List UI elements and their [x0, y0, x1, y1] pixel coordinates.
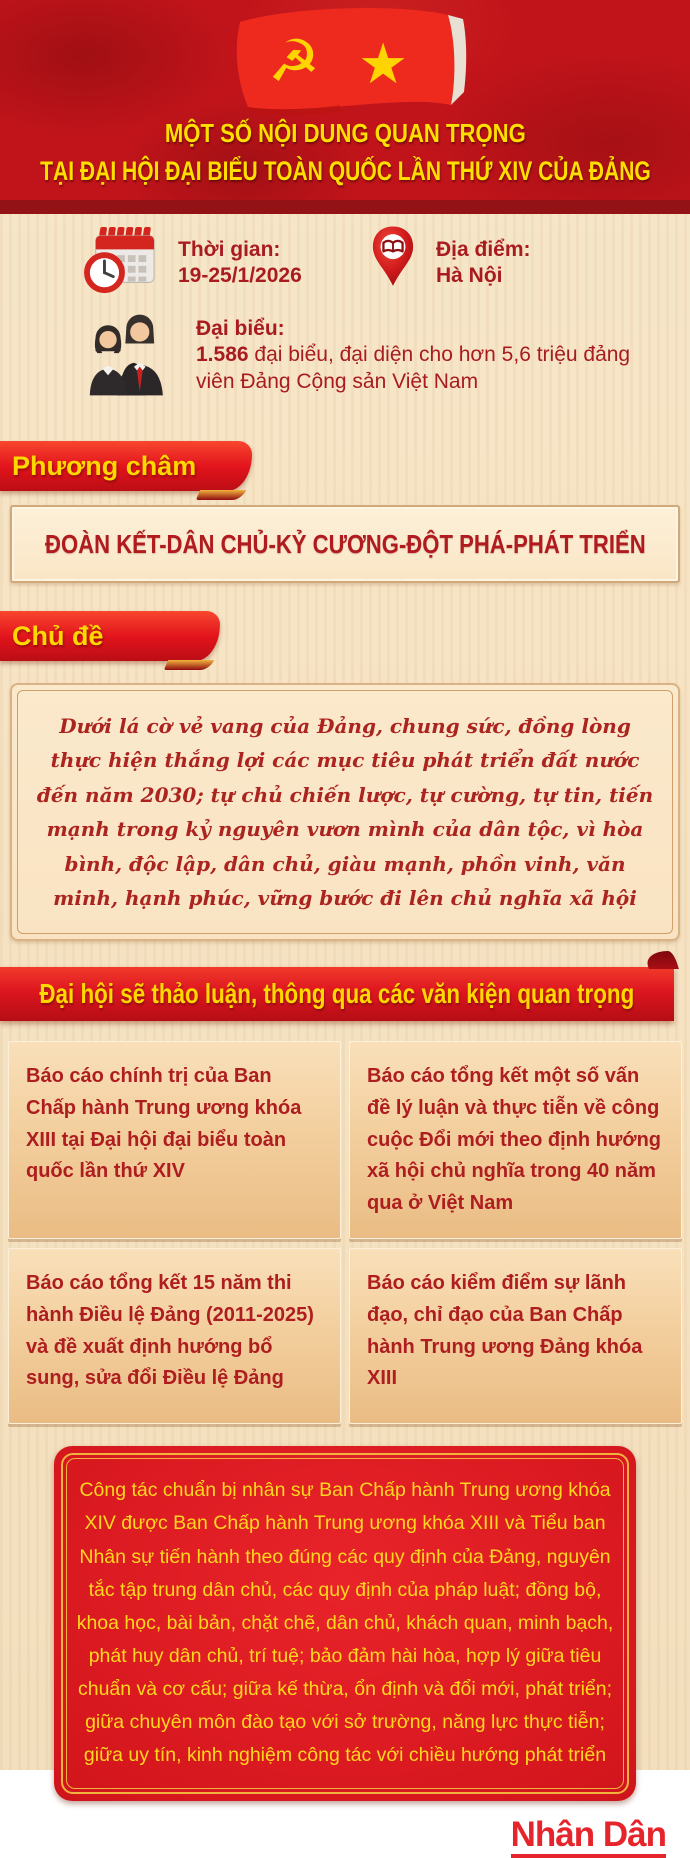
- header-banner: [0, 0, 690, 214]
- documents-banner: [0, 967, 674, 1021]
- location-value: Hà Nội: [436, 264, 503, 287]
- document-card-3: [8, 1248, 341, 1424]
- map-pin-icon: [370, 224, 416, 303]
- document-card-4: [349, 1248, 682, 1424]
- nhandan-logo: Nhân Dân: [511, 1817, 666, 1858]
- time-value: 19-25/1/2026: [178, 264, 302, 287]
- motto-text: ĐOÀN KẾT-DÂN CHỦ-KỶ CƯƠNG-ĐỘT PHÁ-PHÁT TRIỂN: [44, 528, 646, 559]
- page-title-line2: TẠI ĐẠI HỘI ĐẠI BIỂU TOÀN QUỐC LẦN THỨ XIV CỦA ĐẢNG: [39, 156, 651, 186]
- time-label: Thời gian:: [178, 237, 281, 261]
- event-info: [0, 214, 690, 401]
- document-card-text: Báo cáo kiểm điểm sự lãnh đạo, chỉ đạo của Ban Chấp hành Trung ương Đảng khóa XIII: [367, 1272, 643, 1390]
- location-info: [370, 224, 531, 303]
- document-card-1: [8, 1041, 341, 1239]
- delegates-value: [196, 342, 666, 395]
- delegates-icon: [84, 316, 184, 401]
- calendar-clock-icon: [84, 226, 158, 301]
- time-info: [84, 226, 370, 301]
- motto-ribbon-label: Phương châm: [12, 450, 197, 481]
- personnel-box: [54, 1446, 636, 1800]
- documents-banner-label: Đại hội sẽ thảo luận, thông qua các văn kiện quan trọng: [39, 978, 635, 1010]
- delegates-count: 1.586: [196, 343, 249, 367]
- personnel-frame: [61, 1453, 629, 1793]
- delegates-label: Đại biểu:: [196, 317, 285, 340]
- personnel-text: Công tác chuẩn bị nhân sự Ban Chấp hành Trung ương khóa XIV được Ban Chấp hành Trung ương khóa XIII và Tiểu ban Nhân sự tiến hành theo đúng các quy định của Đảng, nguyên tắc tập trung dân chủ, các quy định của pháp luật; đồng bộ, khoa học, bài bản, chặt chẽ, dân chủ, khách quan, minh bạch, phát huy dân chủ, trí tuệ; bảo đảm hài hòa, hợp lý giữa tiêu chuẩn và cơ cấu; giữa kế thừa, ổn định và đổi mới, phát triển; giữa chuyên môn đào tạo với sở trường, năng lực thực tiễn; giữa uy tín, kinh nghiệm công tác với chiều hướng phát triển: [76, 1479, 614, 1767]
- theme-ribbon-label: Chủ đề: [12, 620, 104, 651]
- theme-box: [10, 683, 680, 941]
- delegates-desc: đại biểu, đại diện cho hơn 5,6 triệu đảng viên Đảng Cộng sản Việt Nam: [196, 343, 631, 393]
- delegates-info: [84, 316, 690, 401]
- svg-text:★: ★: [358, 32, 409, 97]
- footer: [0, 1814, 690, 1858]
- theme-text: Dưới lá cờ vẻ vang của Đảng, chung sức, đồng lòng thực hiện thắng lợi các mục tiêu phát triển đất nước đến năm 2030; tự chủ chiến lược, tự cường, tự tin, tiến mạnh trong kỷ nguyên vươn mình của dân tộc, vì hòa bình, độc lập, dân chủ, giàu mạnh, phồn vinh, văn minh, hạnh phúc, vững bước đi lên chủ nghĩa xã hội: [36, 714, 654, 910]
- svg-text:☭: ☭: [268, 27, 320, 95]
- motto-ribbon: [0, 441, 252, 491]
- page-title-line1: MỘT SỐ NỘI DUNG QUAN TRỌNG: [164, 118, 526, 148]
- motto-box: [10, 505, 680, 583]
- documents-grid: [8, 1041, 682, 1424]
- document-card-text: Báo cáo tổng kết 15 năm thi hành Điều lệ Đảng (2011-2025) và đề xuất định hướng bổ sung, sửa đổi Điều lệ Đảng: [26, 1272, 314, 1390]
- document-card-text: Báo cáo chính trị của Ban Chấp hành Trung ương khóa XIII tại Đại hội đại biểu toàn quốc lần thứ XIV: [26, 1065, 302, 1183]
- location-label: Địa điểm:: [436, 237, 531, 261]
- party-flag-icon: [220, 4, 470, 116]
- document-card-2: [349, 1041, 682, 1239]
- theme-ribbon: [0, 611, 220, 661]
- document-card-text: Báo cáo tổng kết một số vấn đề lý luận và thực tiễn về công cuộc Đổi mới theo định hướng xã hội chủ nghĩa trong 40 năm qua ở Việt Nam: [367, 1065, 662, 1214]
